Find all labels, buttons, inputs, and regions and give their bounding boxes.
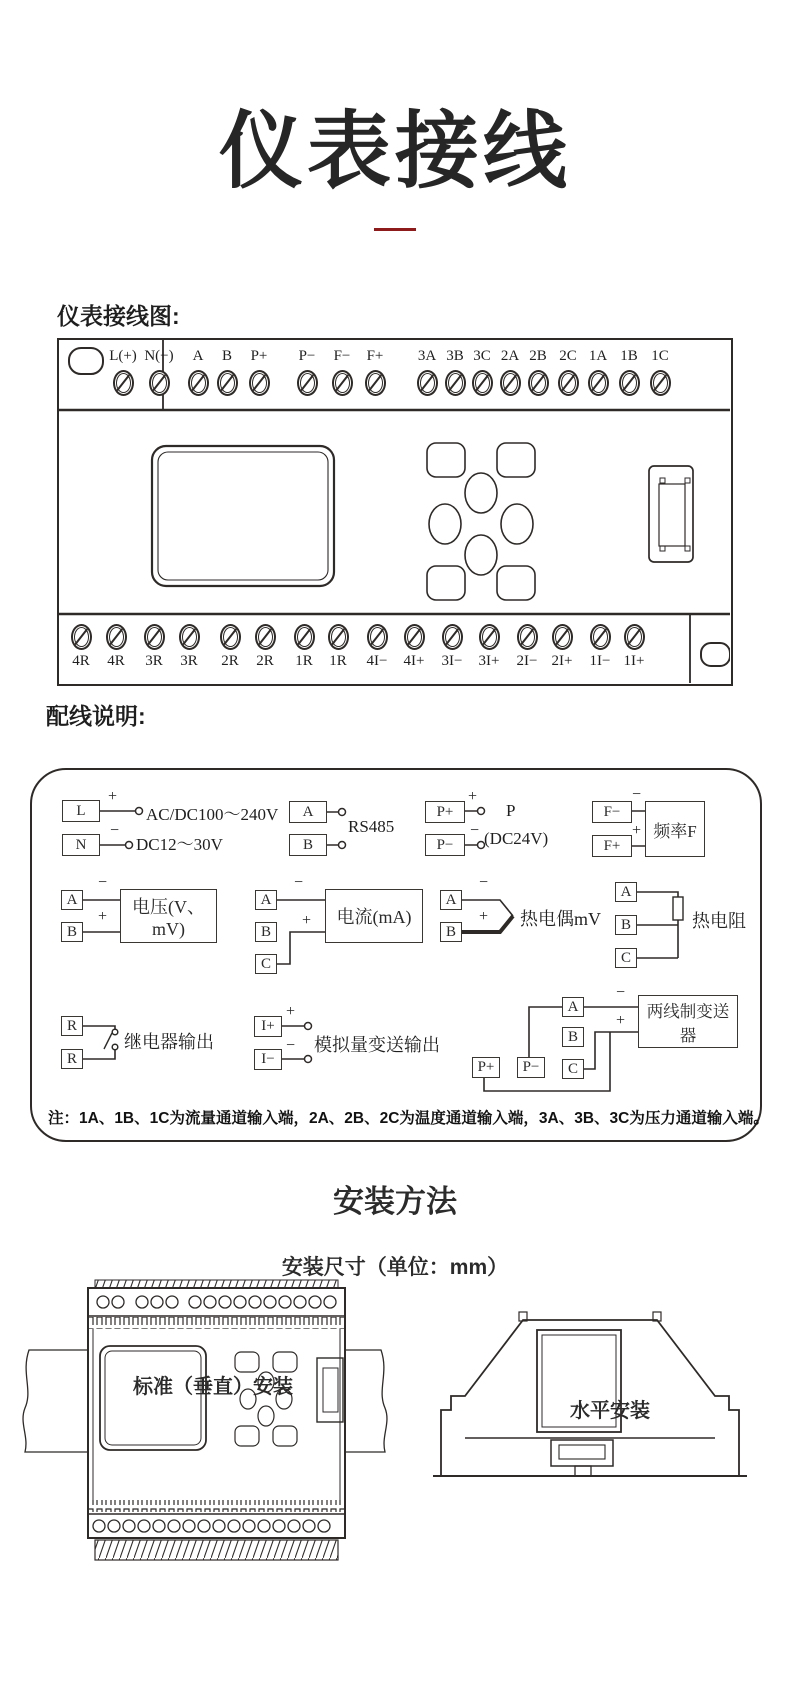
screw-terminal-icon xyxy=(650,370,671,396)
polarity-sign: + xyxy=(468,788,478,805)
install-dimensions-subtitle: 安装尺寸（单位：mm） xyxy=(281,1256,509,1279)
horizontal-install-label: 水平安装 xyxy=(570,1400,650,1422)
terminal-box-N: N xyxy=(62,834,100,856)
p-voltage-label: (DC24V) xyxy=(484,829,549,848)
device-wiring-diagram xyxy=(57,338,733,686)
terminal-label: 2I− xyxy=(516,653,538,669)
terminal-label: P− xyxy=(298,348,316,364)
terminal-label: 2C xyxy=(559,348,577,364)
terminal-label: 3R xyxy=(180,653,198,669)
polarity-sign: + xyxy=(286,1003,296,1020)
terminal-label: 4R xyxy=(107,653,125,669)
screw-terminal-icon xyxy=(365,370,386,396)
polarity-sign: + xyxy=(632,822,642,839)
rs485-label: RS485 xyxy=(348,817,395,836)
terminal-label: 2A xyxy=(500,348,520,364)
terminal-box-I-minus: I− xyxy=(254,1049,282,1070)
vertical-install-label: 标准（垂直）安装 xyxy=(133,1376,293,1398)
terminal-box-P-plus: P+ xyxy=(472,1057,500,1078)
terminal-label: L(+) xyxy=(109,348,137,364)
screw-terminal-icon xyxy=(552,624,573,650)
terminal-box-B: B xyxy=(61,922,83,942)
transmitter-box: 两线制变送器 xyxy=(638,995,738,1048)
polarity-sign: + xyxy=(302,912,312,929)
terminal-label: 1R xyxy=(295,653,313,669)
power-range-text: AC/DC100～240V xyxy=(146,805,279,824)
terminal-box-P-minus: P− xyxy=(517,1057,545,1078)
terminal-box-F-minus: F− xyxy=(592,801,632,823)
terminal-box-A: A xyxy=(289,801,327,823)
screw-terminal-icon xyxy=(588,370,609,396)
screw-terminal-icon xyxy=(367,624,388,650)
terminal-label: 2I+ xyxy=(551,653,573,669)
wiring-instructions-panel xyxy=(30,768,769,1142)
terminal-label: 2B xyxy=(529,348,547,364)
screw-terminal-icon xyxy=(71,624,92,650)
terminal-label: 2R xyxy=(256,653,274,669)
polarity-sign: − xyxy=(98,874,108,891)
title-divider xyxy=(374,228,416,231)
thermocouple-label: 热电偶mV xyxy=(520,909,601,929)
screw-terminal-icon xyxy=(332,370,353,396)
terminal-box-A: A xyxy=(562,997,584,1017)
terminal-label: 3A xyxy=(417,348,437,364)
polarity-sign: − xyxy=(470,822,480,839)
screw-terminal-icon xyxy=(294,624,315,650)
terminal-label: F+ xyxy=(366,348,384,364)
terminal-label: 3I+ xyxy=(478,653,500,669)
terminal-label: N(−) xyxy=(144,348,174,364)
polarity-sign: + xyxy=(108,788,118,805)
screw-terminal-icon xyxy=(255,624,276,650)
screw-terminal-icon xyxy=(113,370,134,396)
install-method-title: 安装方法 xyxy=(333,1184,457,1219)
vertical-install-diagram xyxy=(15,1278,395,1568)
terminal-box-R: R xyxy=(61,1016,83,1036)
terminal-box-I-plus: I+ xyxy=(254,1016,282,1037)
screw-terminal-icon xyxy=(249,370,270,396)
relay-label: 继电器输出 xyxy=(124,1032,214,1052)
screw-terminal-icon xyxy=(179,624,200,650)
terminal-box-A: A xyxy=(255,890,277,910)
terminal-box-B: B xyxy=(440,922,462,942)
screw-terminal-icon xyxy=(328,624,349,650)
terminal-box-P-plus: P+ xyxy=(425,801,465,823)
terminal-box-B: B xyxy=(562,1027,584,1047)
screw-terminal-icon xyxy=(624,624,645,650)
terminal-label: P+ xyxy=(250,348,268,364)
terminal-box-R: R xyxy=(61,1049,83,1069)
terminal-label: 3R xyxy=(145,653,163,669)
polarity-sign: + xyxy=(479,908,489,925)
terminal-label: 1C xyxy=(651,348,669,364)
terminal-label: 1I+ xyxy=(623,653,645,669)
terminal-box-A: A xyxy=(61,890,83,910)
screw-terminal-icon xyxy=(149,370,170,396)
terminal-label: 4I− xyxy=(366,653,388,669)
screw-terminal-icon xyxy=(106,624,127,650)
polarity-sign: + xyxy=(616,1012,626,1029)
screw-terminal-icon xyxy=(297,370,318,396)
page-title: 仪表接线 xyxy=(218,104,571,198)
polarity-sign: − xyxy=(110,822,120,839)
terminal-label: 4I+ xyxy=(403,653,425,669)
terminal-box-A: A xyxy=(440,890,462,910)
wiring-notes-label: 配线说明: xyxy=(46,703,146,729)
terminal-box-P-minus: P− xyxy=(425,834,465,856)
wiring-diagram-label: 仪表接线图: xyxy=(57,303,180,329)
terminal-label: 3C xyxy=(473,348,491,364)
polarity-sign: + xyxy=(98,908,108,925)
terminal-box-B: B xyxy=(255,922,277,942)
screw-terminal-icon xyxy=(590,624,611,650)
screw-terminal-icon xyxy=(404,624,425,650)
analog-output-label: 模拟量变送输出 xyxy=(314,1035,440,1055)
screw-terminal-icon xyxy=(517,624,538,650)
terminal-box-C: C xyxy=(255,954,277,974)
power-range-text: DC12～30V xyxy=(136,835,223,854)
screw-terminal-icon xyxy=(217,370,238,396)
polarity-sign: − xyxy=(479,874,489,891)
polarity-sign: − xyxy=(632,786,642,803)
wiring-note-text: 注：1A、1B、1C为流量通道输入端，2A、2B、2C为温度通道输入端，3A、3B、3C为压力通道输入端。 xyxy=(48,1110,769,1127)
terminal-label: 4R xyxy=(72,653,90,669)
horizontal-install-diagram xyxy=(425,1298,755,1483)
terminal-label: 1I− xyxy=(589,653,611,669)
current-box: 电流(mA) xyxy=(325,889,423,943)
screw-terminal-icon xyxy=(220,624,241,650)
terminal-box-F-plus: F+ xyxy=(592,835,632,857)
terminal-label: 1B xyxy=(620,348,638,364)
terminal-box-C: C xyxy=(615,948,637,968)
frequency-box: 频率F xyxy=(645,801,705,857)
p-label: P xyxy=(506,801,516,820)
terminal-label: 2R xyxy=(221,653,239,669)
rtd-label: 热电阻 xyxy=(692,911,746,931)
terminal-box-C: C xyxy=(562,1059,584,1079)
terminal-label: B xyxy=(221,348,232,364)
terminal-box-L: L xyxy=(62,800,100,822)
screw-terminal-icon xyxy=(144,624,165,650)
terminal-box-A: A xyxy=(615,882,637,902)
voltage-box: 电压(V、mV) xyxy=(120,889,217,943)
screw-terminal-icon xyxy=(442,624,463,650)
terminal-label: 3I− xyxy=(441,653,463,669)
screw-terminal-icon xyxy=(479,624,500,650)
polarity-sign: − xyxy=(294,874,304,891)
terminal-label: A xyxy=(192,348,204,364)
terminal-box-B: B xyxy=(615,915,637,935)
terminal-box-B: B xyxy=(289,834,327,856)
terminal-label: 1R xyxy=(329,653,347,669)
polarity-sign: − xyxy=(616,984,626,1001)
terminal-label: F− xyxy=(333,348,351,364)
screw-terminal-icon xyxy=(619,370,640,396)
terminal-label: 1A xyxy=(588,348,608,364)
terminal-label: 3B xyxy=(446,348,464,364)
polarity-sign: − xyxy=(286,1037,296,1054)
